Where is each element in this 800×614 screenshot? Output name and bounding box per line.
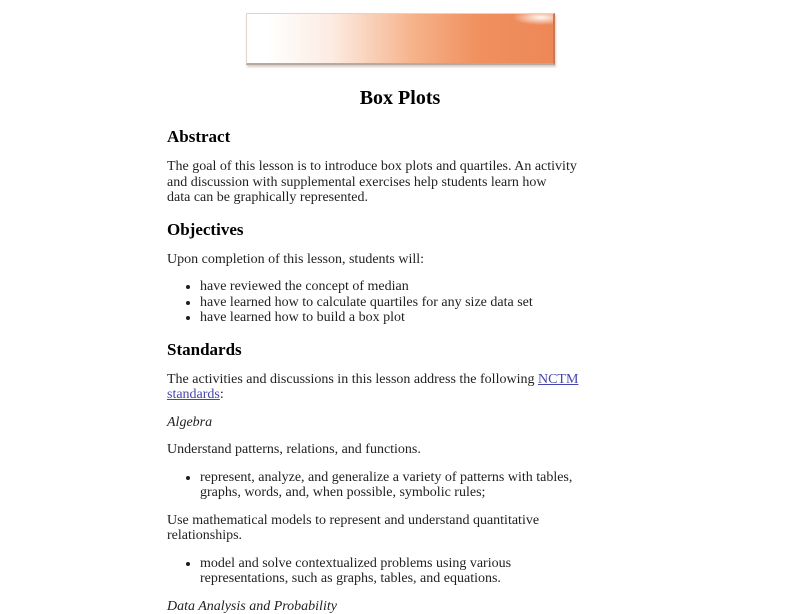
algebra-bullet-list-1 <box>167 470 647 501</box>
objectives-list <box>167 279 647 326</box>
section-heading-abstract: Abstract <box>167 127 647 147</box>
algebra-statement-1 <box>167 442 647 458</box>
objectives-item: • have reviewed the concept of median <box>200 279 647 295</box>
lesson-page <box>0 13 800 614</box>
nctm-standards-link[interactable]: NCTM standards <box>167 372 578 403</box>
lesson-content <box>167 127 647 614</box>
objectives-item: • have learned how to calculate quartiles for any size data set <box>200 295 647 311</box>
text-line: relationships. <box>167 528 647 544</box>
banner-image <box>246 13 555 65</box>
text-line: Use mathematical models to represent and understand quantitative <box>167 513 647 529</box>
text-line: The goal of this lesson is to introduce box plots and quartiles. An activity <box>167 159 647 175</box>
text-line: Algebra <box>167 415 647 431</box>
algebra-bullet-item: • represent, analyze, and generalize a variety of patterns with tables, graphs, words, and, when possible, symbolic rules; <box>200 470 647 501</box>
text-line: and discussion with supplemental exercises help students learn how <box>167 175 647 191</box>
standards-strand-data-analysis-label <box>167 599 647 614</box>
standards-intro-colon: : <box>220 387 224 402</box>
algebra-bullet-list-2 <box>167 556 647 587</box>
algebra-statement-2 <box>167 513 647 544</box>
text-line: Upon completion of this lesson, students will: <box>167 252 647 268</box>
standards-intro <box>167 372 647 403</box>
standards-strand-algebra-label <box>167 415 647 431</box>
text-line: Understand patterns, relations, and functions. <box>167 442 647 458</box>
objectives-intro <box>167 252 647 268</box>
objectives-item: • have learned how to build a box plot <box>200 310 647 326</box>
algebra-bullet-item: • model and solve contextualized problems using various representations, such as graphs, tables, and equations. <box>200 556 647 587</box>
text-line: data can be graphically represented. <box>167 190 647 206</box>
section-heading-objectives: Objectives <box>167 220 647 240</box>
text-line: Data Analysis and Probability <box>167 599 647 614</box>
abstract-paragraph <box>167 159 647 206</box>
standards-intro-text: The activities and discussions in this lesson address the following <box>167 372 538 387</box>
section-heading-standards: Standards <box>167 340 647 360</box>
page-title: Box Plots <box>0 87 800 110</box>
text-line <box>167 372 647 403</box>
